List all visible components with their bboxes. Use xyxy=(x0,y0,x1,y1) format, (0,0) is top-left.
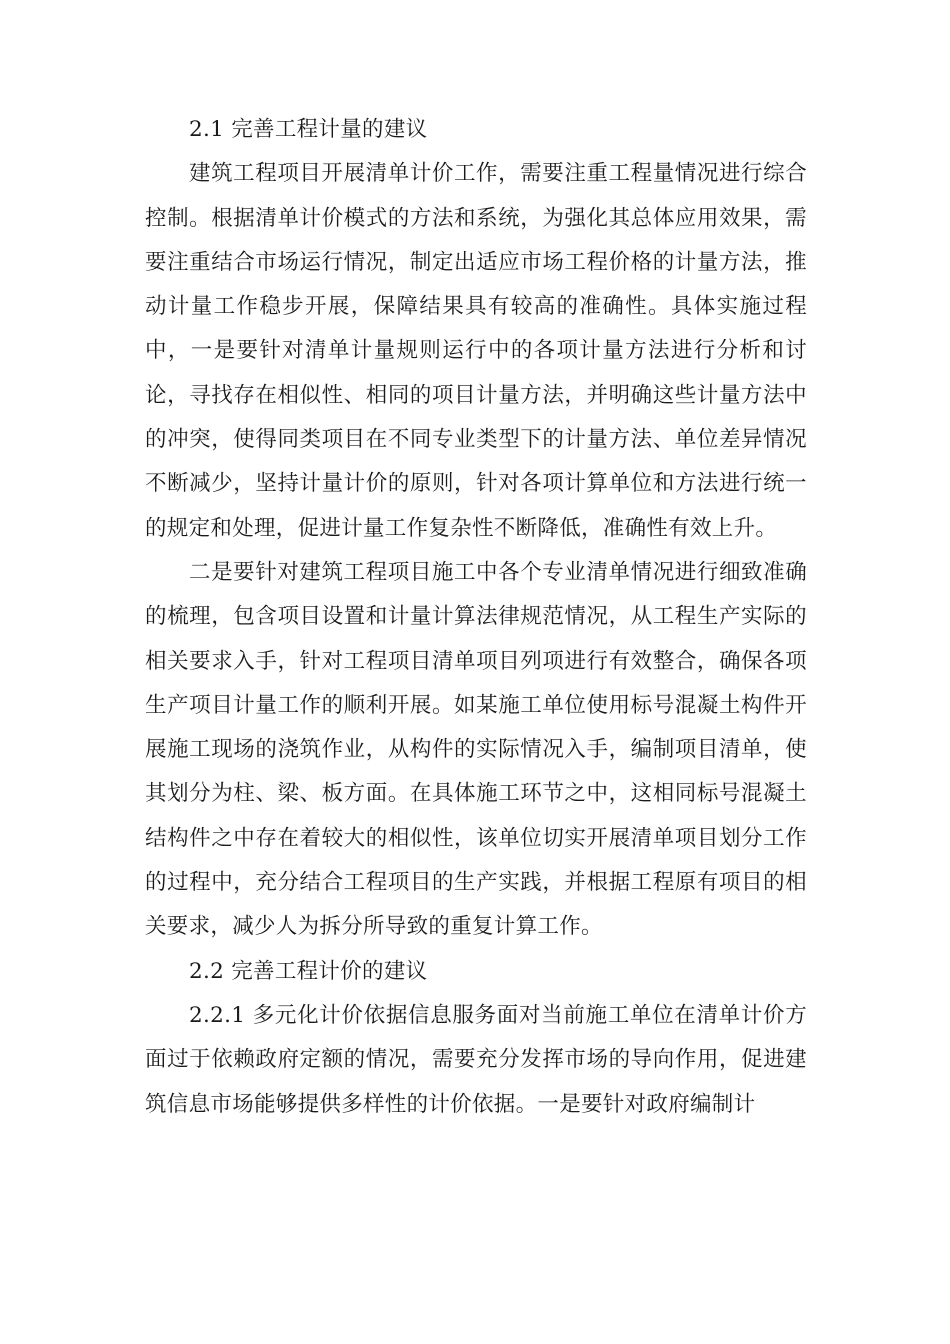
paragraph: 二是要针对建筑工程项目施工中各个专业清单情况进行细致准确的梳理，包含项目设置和计量计算法律规范情况，从工程生产实际的相关要求入手，针对工程项目清单项目列项进行有效整合，确保各项生产项目计量工作的顺利开展。如某施工单位使用标号混凝土构件开展施工现场的浇筑作业，从构件的实际情况入手，编制项目清单，使其划分为柱、梁、板方面。在具体施工环节之中，这相同标号混凝土结构件之中存在着较大的相似性，该单位切实开展清单项目划分工作的过程中，充分结合工程项目的生产实践，并根据工程原有项目的相关要求，减少人为拆分所导致的重复计算工作。 xyxy=(145,559,807,940)
section-heading-2-1: 2.1 完善工程计量的建议 xyxy=(189,117,428,142)
paragraph: 2.2.1 多元化计价依据信息服务面对当前施工单位在清单计价方面过于依赖政府定额的情况，需要充分发挥市场的导向作用，促进建筑信息市场能够提供多样性的计价依据。一是要针对政府编制计 xyxy=(145,1002,807,1117)
section-heading-2-2: 2.2 完善工程计价的建议 xyxy=(189,958,428,984)
paragraph: 建筑工程项目开展清单计价工作，需要注重工程量情况进行综合控制。根据清单计价模式的方法和系统，为强化其总体应用效果，需要注重结合市场运行情况，制定出适应市场工程价格的计量方法，推动计量工作稳步开展，保障结果具有较高的准确性。具体实施过程中，一是要针对清单计量规则运行中的各项计量方法进行分析和讨论，寻找存在相似性、相同的项目计量方法，并明确这些计量方法中的冲突，使得同类项目在不同专业类型下的计量方法、单位差异情况不断减少，坚持计量计价的原则，针对各项计算单位和方法进行统一的规定和处理，促进计量工作复杂性不断降低，准确性有效上升。 xyxy=(145,161,807,541)
document-page xyxy=(145,108,807,1127)
